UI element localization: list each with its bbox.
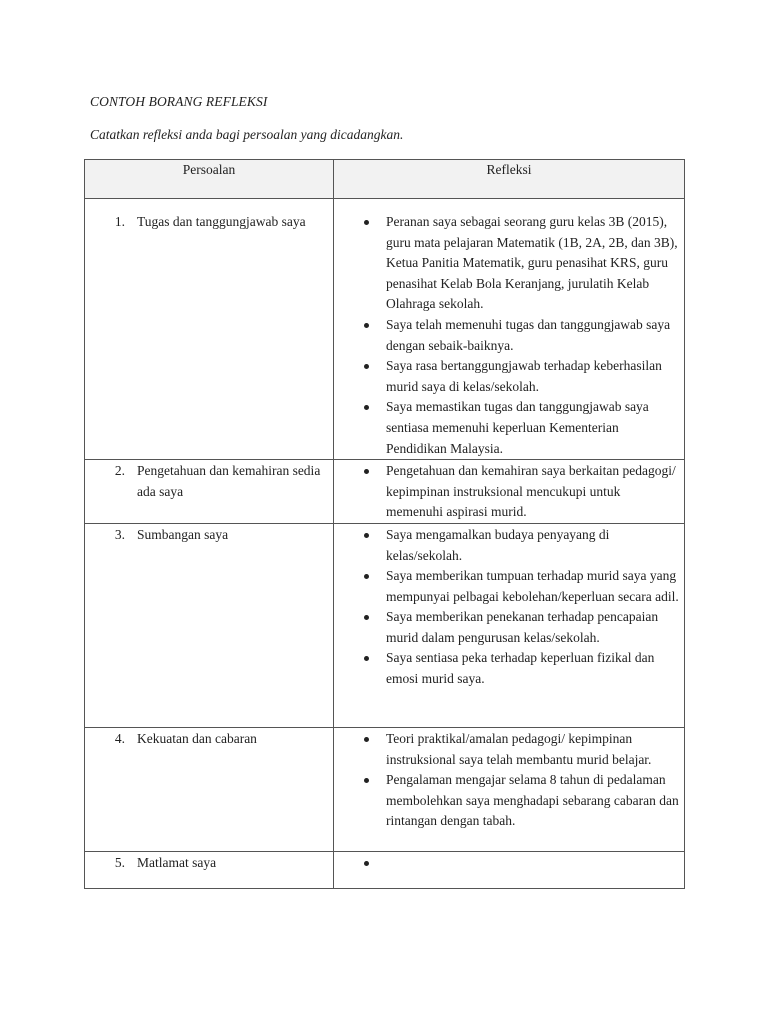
table-row <box>85 727 685 851</box>
bullet-dot-icon <box>364 220 369 225</box>
reflection-cell <box>334 460 685 524</box>
bullet-item <box>334 770 680 832</box>
bullet-dot-icon <box>364 861 369 866</box>
row-number: 2. <box>114 463 125 479</box>
bullet-text: Saya sentiasa peka terhadap keperluan fizikal dan emosi murid saya. <box>386 650 655 687</box>
question-cell <box>85 851 334 888</box>
question-cell <box>85 727 334 851</box>
bullet-text: Saya mengamalkan budaya penyayang di kelas/sekolah. <box>386 526 610 563</box>
header-refleksi: Refleksi <box>334 160 685 199</box>
bullet-text: Saya memberikan tumpuan terhadap murid saya yang mempunyai pelbagai kebolehan/keperluan secara adil. <box>386 568 679 604</box>
bullet-list <box>334 524 684 690</box>
bullet-item <box>334 566 680 607</box>
bullet-dot-icon <box>364 469 369 474</box>
bullet-item <box>334 356 680 397</box>
document-title: CONTOH BORANG REFLEKSI <box>90 94 268 109</box>
reflection-table <box>84 159 685 889</box>
reflection-cell <box>334 523 685 727</box>
question-text: Tugas dan tanggungjawab saya <box>137 214 306 229</box>
document-subtitle: Catatkan refleksi anda bagi persoalan yang dicadangkan. <box>90 127 404 142</box>
header-persoalan: Persoalan <box>85 160 334 199</box>
bullet-list <box>334 728 684 832</box>
table-row <box>85 199 685 460</box>
bullet-item <box>334 212 680 315</box>
bullet-dot-icon <box>364 405 369 410</box>
bullet-item <box>334 397 680 459</box>
row-number: 1. <box>114 214 125 229</box>
bullet-dot-icon <box>364 323 369 328</box>
bullet-dot-icon <box>364 364 369 369</box>
bullet-list <box>334 199 684 459</box>
bullet-item <box>334 525 680 566</box>
bullet-item <box>334 853 680 873</box>
row-number: 4. <box>114 730 125 746</box>
question-cell <box>85 523 334 727</box>
question-cell <box>85 199 334 460</box>
bullet-text: Pengetahuan dan kemahiran saya berkaitan pedagogi/ kepimpinan instruksional mencukupi untuk memenuhi aspirasi murid. <box>386 463 676 520</box>
row-number: 3. <box>114 526 125 542</box>
bullet-dot-icon <box>364 656 369 661</box>
table-header-row <box>85 160 685 199</box>
bullet-dot-icon <box>364 533 369 538</box>
row-number: 5. <box>114 854 125 870</box>
reflection-cell <box>334 851 685 888</box>
bullet-text: Teori praktikal/amalan pedagogi/ kepimpinan instruksional saya telah membantu murid belajar. <box>386 730 652 767</box>
bullet-item <box>334 461 680 523</box>
bullet-list <box>334 460 684 523</box>
table-row <box>85 851 685 888</box>
question-text: Sumbangan saya <box>137 526 229 542</box>
bullet-item <box>334 729 680 770</box>
bullet-dot-icon <box>364 574 369 579</box>
reflection-cell <box>334 199 685 460</box>
bullet-text: Saya memastikan tugas dan tanggungjawab saya sentiasa memenuhi keperluan Kementerian Pendidikan Malaysia. <box>386 399 649 456</box>
table-row <box>85 460 685 524</box>
bullet-dot-icon <box>364 778 369 783</box>
question-text: Pengetahuan dan kemahiran sedia ada saya <box>137 463 321 499</box>
bullet-text: Peranan saya sebagai seorang guru kelas 3B (2015), guru mata pelajaran Matematik (1B, 2A, 2B, dan 3B), Ketua Panitia Matematik, guru penasihat KRS, guru penasihat Kelab Bola Keranjang, jurulatih Kelab Olahraga sekolah. <box>386 214 678 312</box>
bullet-text: Saya rasa bertanggungjawab terhadap keberhasilan murid saya di kelas/sekolah. <box>386 358 662 394</box>
table-row <box>85 523 685 727</box>
bullet-text: Saya telah memenuhi tugas dan tanggungjawab saya dengan sebaik-baiknya. <box>386 316 671 353</box>
bullet-list <box>334 852 684 873</box>
question-text: Matlamat saya <box>137 854 217 870</box>
question-cell <box>85 460 334 524</box>
bullet-dot-icon <box>364 615 369 620</box>
question-text: Kekuatan dan cabaran <box>137 730 257 746</box>
bullet-item <box>334 315 680 356</box>
bullet-text: Saya memberikan penekanan terhadap pencapaian murid dalam pengurusan kelas/sekolah. <box>386 609 659 645</box>
bullet-item <box>334 607 680 648</box>
reflection-cell <box>334 727 685 851</box>
bullet-text: Pengalaman mengajar selama 8 tahun di pedalaman membolehkan saya menghadapi sebarang cabaran dan rintangan dengan tabah. <box>386 772 679 829</box>
bullet-dot-icon <box>364 737 369 742</box>
bullet-item <box>334 648 680 689</box>
